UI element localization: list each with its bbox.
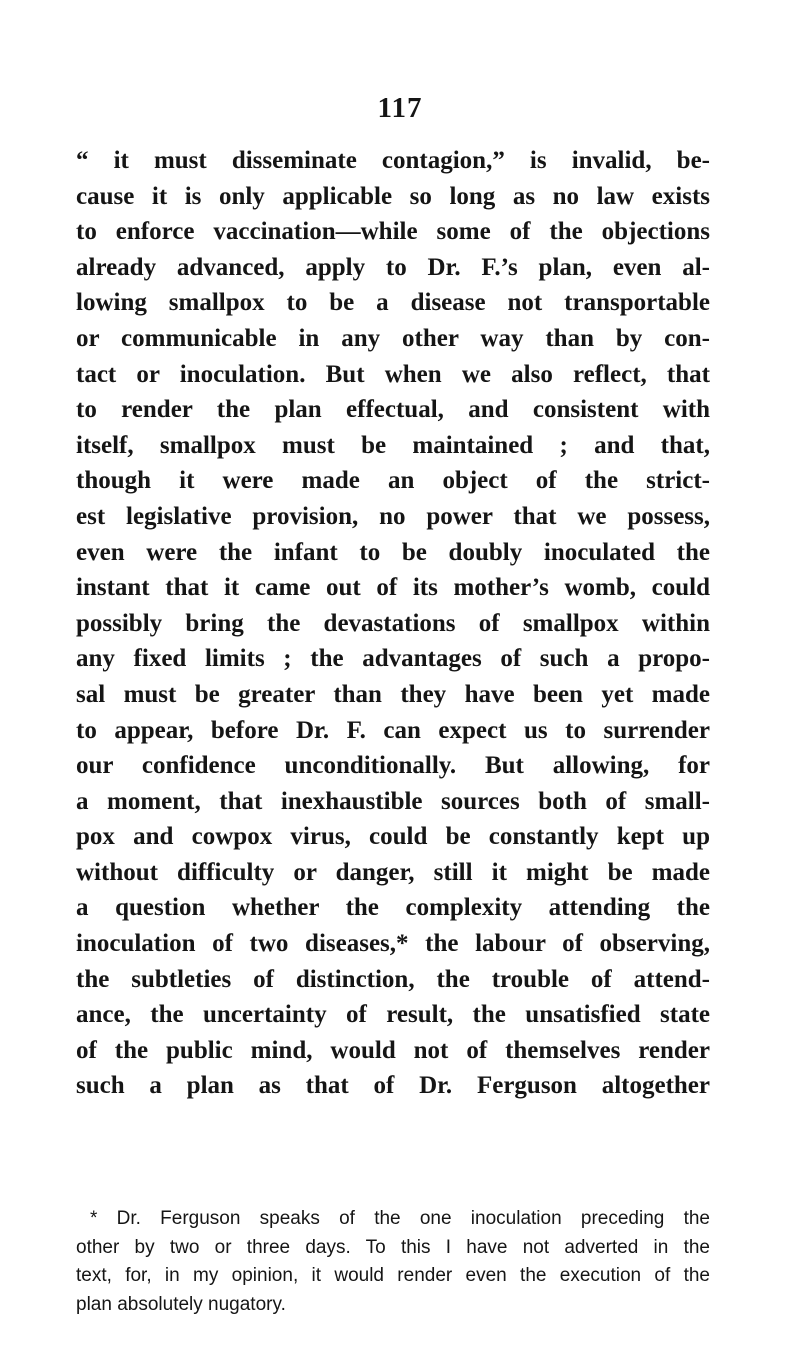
text-line: sal must be greater than they have been yet made: [76, 680, 710, 708]
body-text: [76, 143, 710, 1104]
text-line: of the public mind, would not of themselves render: [76, 1036, 710, 1064]
text-line: inoculation of two diseases,* the labour of observing,: [76, 930, 710, 958]
text-line: our confidence unconditionally. But allowing, for: [76, 752, 710, 780]
text-line: though it were made an object of the strict-: [76, 467, 710, 495]
text-line: any fixed limits ; the advantages of such a propo-: [76, 645, 710, 673]
text-line: without difficulty or danger, still it might be made: [76, 858, 710, 886]
footnote: [76, 1205, 710, 1319]
footnote-line: text, for, in my opinion, it would render even the execution of the: [76, 1265, 710, 1286]
text-line: a moment, that inexhaustible sources both of small-: [76, 787, 710, 815]
text-line: already advanced, apply to Dr. F.’s plan, even al-: [76, 253, 710, 281]
text-line: pox and cowpox virus, could be constantly kept up: [76, 823, 710, 851]
text-line: to enforce vaccination—while some of the objections: [76, 218, 710, 246]
footnote-line: * Dr. Ferguson speaks of the one inoculation preceding the: [90, 1208, 710, 1229]
text-line: to appear, before Dr. F. can expect us to surrender: [76, 716, 710, 744]
text-line: est legislative provision, no power that we possess,: [76, 502, 710, 530]
text-line: or communicable in any other way than by con-: [76, 324, 710, 352]
text-line: the subtleties of distinction, the trouble of attend-: [76, 965, 710, 993]
footnote-line: plan absolutely nugatory.: [76, 1293, 286, 1315]
footnote-line: other by two or three days. To this I have not adverted in the: [76, 1236, 710, 1258]
text-line: tact or inoculation. But when we also reflect, that: [76, 360, 710, 388]
text-line: “ it must disseminate contagion,” is invalid, be-: [76, 147, 710, 174]
text-line: to render the plan effectual, and consistent with: [76, 396, 710, 424]
text-line: cause it is only applicable so long as no law exists: [76, 182, 710, 210]
text-line: ance, the uncertainty of result, the unsatisfied state: [76, 1001, 710, 1029]
text-line: possibly bring the devastations of smallpox within: [76, 609, 710, 637]
text-line: lowing smallpox to be a disease not transportable: [76, 289, 710, 317]
text-line: such a plan as that of Dr. Ferguson altogether: [76, 1072, 710, 1100]
text-line: instant that it came out of its mother’s womb, could: [76, 574, 710, 602]
text-line: itself, smallpox must be maintained ; and that,: [76, 431, 710, 459]
text-line: a question whether the complexity attending the: [76, 894, 710, 922]
text-line: even were the infant to be doubly inoculated the: [76, 538, 710, 566]
page-number: 117: [377, 92, 423, 124]
